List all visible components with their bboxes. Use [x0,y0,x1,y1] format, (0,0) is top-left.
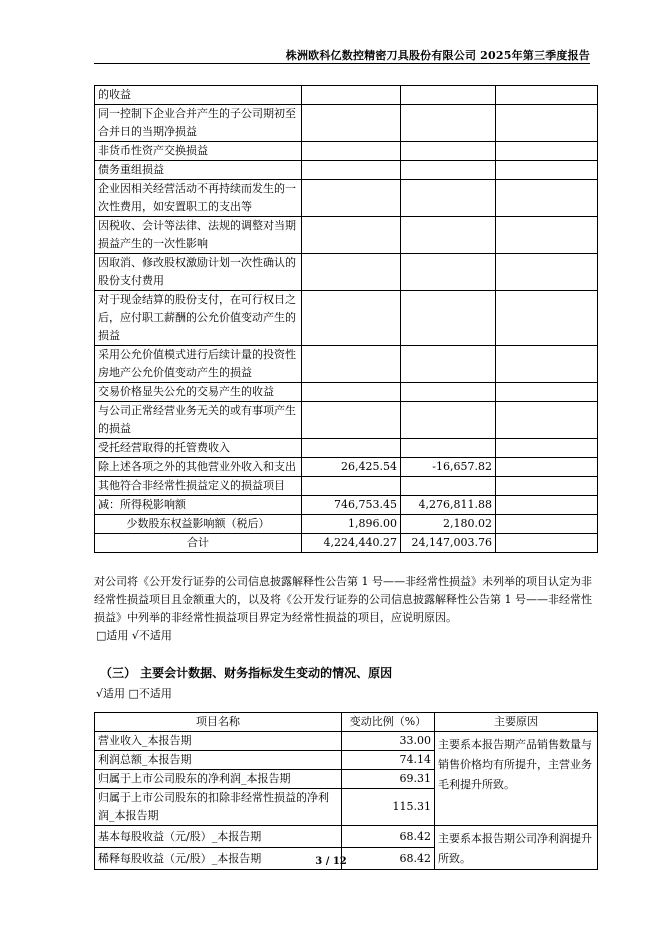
column-header: 项目名称 [95,713,342,732]
financial-change-table [94,712,598,870]
change-ratio: 115.31 [342,789,435,826]
item-name: 利润总额_本报告期 [95,751,342,770]
row-label: 少数股东权益影响额（税后） [95,515,302,534]
value-cell: 24,147,003.76 [401,534,496,553]
value-cell: 1,896.00 [302,515,401,534]
note-cell [496,142,598,161]
value-cell [302,142,401,161]
value-cell [302,383,401,402]
note-cell [496,439,598,458]
value-cell: 4,224,440.27 [302,534,401,553]
table-header-row [95,713,598,732]
section-applicability-options: √适用 □不适用 [96,687,172,700]
table-row [95,826,598,848]
non-recurring-gains-table [94,85,598,553]
row-label: 受托经营取得的托管费收入 [95,439,302,458]
disclosure-note: 对公司将《公开发行证券的公司信息披露解释性公告第 1 号——非经常性损益》未列举的项目认定为非经常性损益项目且金额重大的，以及将《公开发行证券的公司信息披露解释性公告第 1 号——非经常性损益》中列举的非经常性损益项目界定为经常性损益的项目，应说明原因。 [94,575,592,624]
note-cell [496,477,598,496]
value-cell [401,86,496,105]
table-row [95,346,598,383]
value-cell [401,180,496,217]
note-cell [496,515,598,534]
change-ratio: 33.00 [342,732,435,751]
table-row [95,254,598,291]
table-row [95,732,598,751]
value-cell [302,477,401,496]
row-label: 的收益 [95,86,302,105]
note-cell [496,291,598,346]
note-cell [496,180,598,217]
row-label: 对于现金结算的股份支付，在可行权日之后，应付职工薪酬的公允价值变动产生的损益 [95,291,302,346]
table-row [95,180,598,217]
table-row [95,402,598,439]
row-label: 减：所得税影响额 [95,496,302,515]
column-header: 变动比例（%） [342,713,435,732]
note-cell [496,346,598,383]
value-cell: 2,180.02 [401,515,496,534]
table-row [95,458,598,477]
row-label: 非货币性资产交换损益 [95,142,302,161]
applicability-options: □适用 √不适用 [96,629,172,642]
value-cell: -16,657.82 [401,458,496,477]
value-cell [401,346,496,383]
value-cell [302,346,401,383]
page-number: 3 / 12 [315,856,347,867]
change-ratio: 68.42 [342,848,435,870]
row-label: 合计 [95,534,302,553]
table-row [95,217,598,254]
value-cell [401,217,496,254]
note-cell [496,254,598,291]
value-cell [302,105,401,142]
value-cell [401,439,496,458]
row-label: 与公司正常经营业务无关的或有事项产生的损益 [95,402,302,439]
value-cell [302,161,401,180]
table-row [95,86,598,105]
table-row [95,161,598,180]
value-cell [302,217,401,254]
main-reason: 主要系本报告期产品销售数量与销售价格均有所提升，主营业务毛利提升所致。 [435,732,598,826]
note-cell [496,105,598,142]
value-cell [401,254,496,291]
row-label: 交易价格显失公允的交易产生的收益 [95,383,302,402]
header-divider [94,63,590,64]
value-cell: 4,276,811.88 [401,496,496,515]
item-name: 归属于上市公司股东的净利润_本报告期 [95,770,342,789]
row-label: 因取消、修改股权激励计划一次性确认的股份支付费用 [95,254,302,291]
value-cell [401,477,496,496]
table-row [95,105,598,142]
value-cell: 746,753.45 [302,496,401,515]
page-header: 株洲欧科亿数控精密刀具股份有限公司 2025年第三季度报告 [285,49,590,62]
change-ratio: 74.14 [342,751,435,770]
value-cell [302,439,401,458]
note-cell [496,402,598,439]
row-label: 因税收、会计等法律、法规的调整对当期损益产生的一次性影响 [95,217,302,254]
note-cell [496,161,598,180]
value-cell [401,105,496,142]
item-name: 基本每股收益（元/股）_本报告期 [95,826,342,848]
change-ratio: 69.31 [342,770,435,789]
table-row [95,439,598,458]
note-cell [496,383,598,402]
table-row [95,534,598,553]
note-cell [496,217,598,254]
note-cell [496,458,598,477]
row-label: 其他符合非经常性损益定义的损益项目 [95,477,302,496]
row-label: 企业因相关经营活动不再持续而发生的一次性费用，如安置职工的支出等 [95,180,302,217]
row-label: 债务重组损益 [95,161,302,180]
row-label: 采用公允价值模式进行后续计量的投资性房地产公允价值变动产生的损益 [95,346,302,383]
section-title: （三） 主要会计数据、财务指标发生变动的情况、原因 [100,666,393,680]
value-cell [401,142,496,161]
value-cell [401,402,496,439]
note-cell [496,496,598,515]
value-cell [401,383,496,402]
value-cell: 26,425.54 [302,458,401,477]
change-ratio: 68.42 [342,826,435,848]
table-row [95,383,598,402]
value-cell [302,402,401,439]
value-cell [302,254,401,291]
row-label: 同一控制下企业合并产生的子公司期初至合并日的当期净损益 [95,105,302,142]
table-row [95,291,598,346]
item-name: 营业收入_本报告期 [95,732,342,751]
note-cell [496,534,598,553]
value-cell [401,291,496,346]
note-cell [496,86,598,105]
item-name: 稀释每股收益（元/股）_本报告期 [95,848,342,870]
value-cell [401,161,496,180]
table-row [95,515,598,534]
item-name: 归属于上市公司股东的扣除非经常性损益的净利润_本报告期 [95,789,342,826]
table-row [95,496,598,515]
main-reason: 主要系本报告期公司净利润提升所致。 [435,826,598,870]
value-cell [302,180,401,217]
table-row [95,477,598,496]
column-header: 主要原因 [435,713,598,732]
value-cell [302,291,401,346]
row-label: 除上述各项之外的其他营业外收入和支出 [95,458,302,477]
table-row [95,142,598,161]
value-cell [302,86,401,105]
